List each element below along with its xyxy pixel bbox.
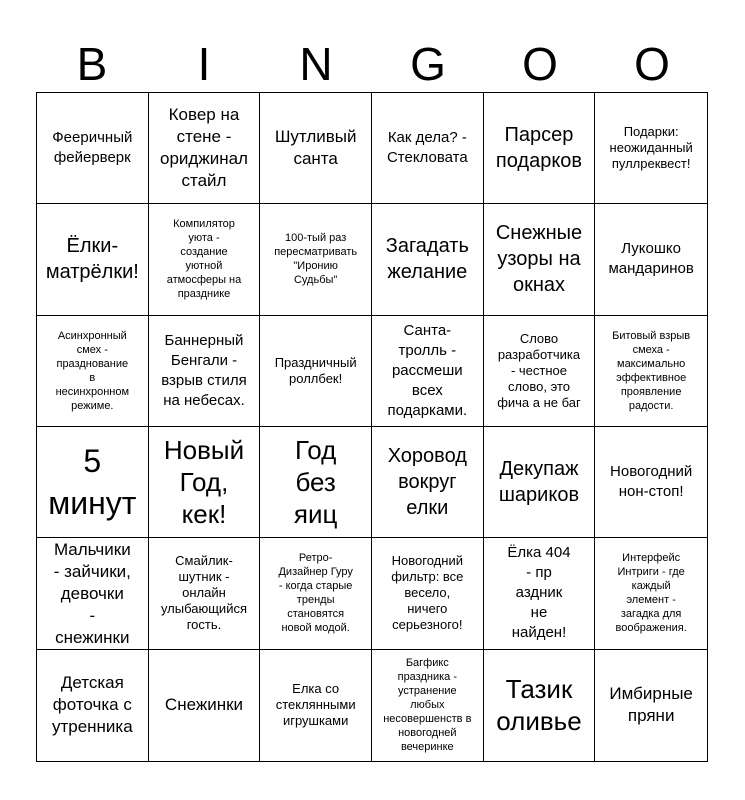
bingo-board [36, 92, 708, 762]
cell-text: Год без яиц [293, 435, 338, 530]
cell-text: Мальчики - зайчики, девочки - снежинки [53, 539, 131, 647]
bingo-cell[interactable] [595, 538, 707, 649]
bingo-cell[interactable] [372, 93, 484, 204]
header-letter: N [299, 38, 333, 90]
cell-text: Слово разработчика - честное слово, это фича а не баг [497, 330, 581, 410]
bingo-cell[interactable] [372, 204, 484, 315]
bingo-cell[interactable] [260, 650, 372, 761]
cell-text: Багфикс праздника - устранение любых несовершенств в новогодней вечеринке [383, 657, 472, 754]
bingo-cell[interactable] [149, 538, 261, 649]
cell-text: Как дела? - Стекловата [386, 129, 468, 167]
bingo-cell[interactable] [37, 204, 149, 315]
bingo-cell[interactable] [260, 538, 372, 649]
bingo-cell[interactable] [372, 650, 484, 761]
header-letter: G [410, 38, 446, 90]
cell-text: Подарки: неожиданный пуллреквест! [609, 124, 693, 172]
cell-text: Декупаж шариков [498, 458, 580, 507]
bingo-cell[interactable] [484, 316, 596, 427]
cell-text: Новогодний фильтр: все весело, ничего серьезного! [391, 553, 464, 633]
cell-text: Ковер на стене - ориджинал стайл [160, 105, 248, 191]
cell-text: Интерфейс Интриги - где каждый элемент - загадка для воображения. [615, 552, 687, 635]
bingo-cell[interactable] [149, 316, 261, 427]
cell-text: 5 минут [48, 443, 137, 522]
cell-text: Ретро- Дизайнер Гуру - когда старые тренды становятся новой модой. [278, 552, 353, 635]
bingo-cell[interactable] [595, 427, 707, 538]
bingo-cell[interactable] [260, 204, 372, 315]
bingo-cell[interactable] [37, 427, 149, 538]
cell-text: Тазик оливье [496, 674, 582, 737]
bingo-cell[interactable] [260, 93, 372, 204]
cell-text: Детская фоточка с утренника [51, 673, 133, 737]
cell-text: Праздничный роллбек! [274, 354, 357, 386]
bingo-cell[interactable] [372, 316, 484, 427]
bingo-cell[interactable] [484, 204, 596, 315]
bingo-cell[interactable] [595, 316, 707, 427]
cell-text: Ёлка 404 - пр аздник не найден! [507, 544, 571, 642]
cell-text: Снежинки [164, 695, 244, 715]
cell-text: Снежные узоры на окнах [495, 222, 583, 297]
bingo-cell[interactable] [484, 427, 596, 538]
bingo-cell[interactable] [149, 650, 261, 761]
cell-text: Шутливый санта [274, 127, 357, 169]
bingo-cell[interactable] [37, 650, 149, 761]
bingo-cell[interactable] [149, 204, 261, 315]
cell-text: Лукошко мандаринов [608, 240, 694, 278]
header-letter: O [634, 38, 670, 90]
cell-text: Имбирные пряни [609, 684, 693, 726]
bingo-cell[interactable] [37, 93, 149, 204]
cell-text: Ёлки- матрёлки! [45, 235, 139, 284]
bingo-header [36, 34, 708, 94]
bingo-cell[interactable] [484, 650, 596, 761]
bingo-cell[interactable] [260, 316, 372, 427]
bingo-cell[interactable] [484, 93, 596, 204]
bingo-cell[interactable] [595, 93, 707, 204]
cell-text: 100-тый раз пересматривать "Иронию Судьбы" [274, 232, 358, 287]
bingo-cell[interactable] [595, 204, 707, 315]
cell-text: Елка со стеклянными игрушками [275, 681, 356, 729]
bingo-cell[interactable] [149, 93, 261, 204]
bingo-cell[interactable] [372, 427, 484, 538]
cell-text: Хоровод вокруг елки [387, 445, 467, 520]
cell-text: Компилятор уюта - создание уютной атмосферы на празднике [166, 218, 242, 301]
bingo-cell[interactable] [595, 650, 707, 761]
bingo-cell[interactable] [484, 538, 596, 649]
header-letter: B [76, 38, 108, 90]
bingo-cell[interactable] [260, 427, 372, 538]
cell-text: Битовый взрыв смеха - максимально эффективное проявление радости. [612, 329, 691, 412]
cell-text: Новогодний нон-стоп! [610, 463, 693, 501]
header-letter: O [522, 38, 558, 90]
cell-text: Смайлик- шутник - онлайн улыбающийся гость. [160, 553, 247, 633]
cell-text: Новый Год, кек! [163, 435, 245, 530]
bingo-cell[interactable] [37, 538, 149, 649]
cell-text: Парсер подарков [495, 124, 583, 173]
bingo-cell[interactable] [37, 316, 149, 427]
bingo-cell[interactable] [149, 427, 261, 538]
cell-text: Асинхронный смех - празднование в несинхронном режиме. [55, 329, 130, 412]
cell-text: Санта- тролль - рассмеши всех подарками. [387, 321, 468, 419]
header-letter: I [197, 38, 211, 90]
cell-text: Баннерный Бенгали - взрыв стиля на небесах. [161, 331, 247, 409]
cell-text: Фееричный фейерверк [52, 129, 133, 167]
cell-text: Загадать желание [385, 235, 469, 284]
bingo-cell[interactable] [372, 538, 484, 649]
